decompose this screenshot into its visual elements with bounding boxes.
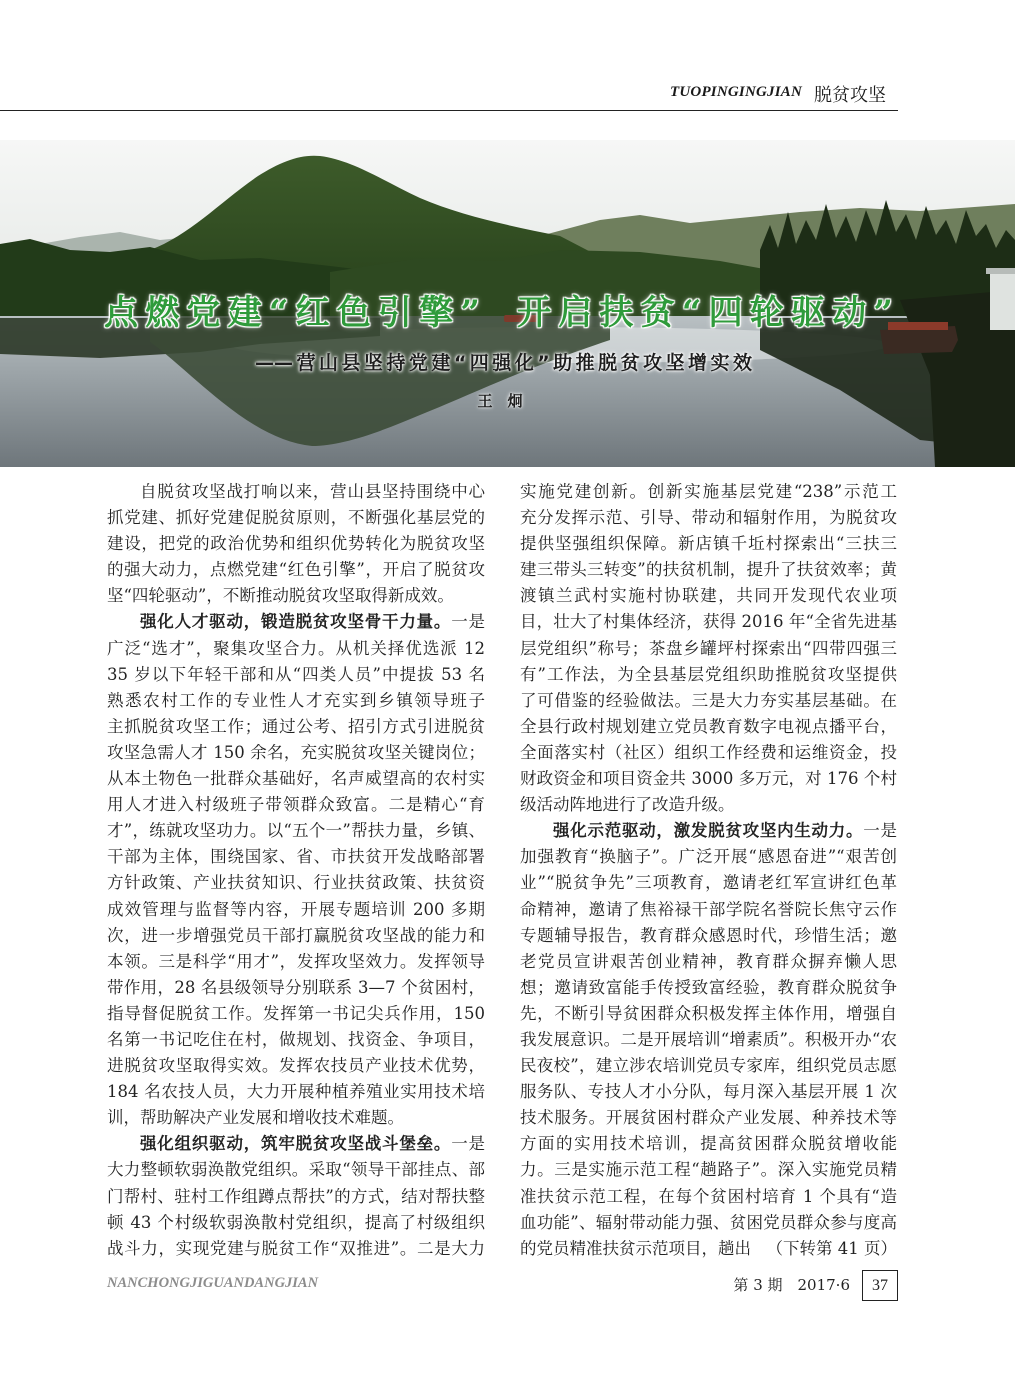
- article-author: 王 炯: [477, 392, 523, 410]
- text-line: [107, 949, 485, 975]
- line-text: 充分发挥示范、引导、带动和辐射作用，为脱贫攻: [520, 508, 897, 528]
- line-text: 先，不断引导贫困群众积极发挥主体作用，增强自: [520, 1003, 897, 1023]
- text-line: [520, 1157, 897, 1183]
- text-line: [107, 1001, 485, 1027]
- line-text: 民夜校”，建立涉农培训党员专家库，组织党员志愿: [520, 1056, 897, 1076]
- line-text: 方面的实用技术培训，提高贫困群众脱贫增收能: [520, 1134, 897, 1154]
- text-line: [520, 1236, 897, 1262]
- line-text: 次，进一步增强党员干部打赢脱贫攻坚战的能力和: [107, 925, 485, 945]
- paragraph-lead: 强化人才驱动，锻造脱贫攻坚骨干力量。: [140, 612, 452, 632]
- paragraph-lead: 强化示范驱动，激发脱贫攻坚内生动力。: [553, 821, 864, 841]
- line-text: 进脱贫攻坚取得实效。发挥农技员产业技术优势，: [107, 1056, 485, 1076]
- text-line: [107, 1157, 485, 1183]
- line-text: 训，帮助解决产业发展和增收技术难题。: [107, 1108, 404, 1128]
- text-line: [520, 818, 897, 844]
- line-text: 干部为主体，围绕国家、省、市扶贫开发战略部署: [107, 847, 485, 867]
- line-text: 血功能”、辐射带动能力强、贫困党员群众参与度高: [520, 1212, 897, 1232]
- text-line: [107, 505, 485, 531]
- line-text: 一是: [451, 1134, 485, 1154]
- text-column-left: [107, 479, 485, 1262]
- text-line: [107, 870, 485, 896]
- text-line: [520, 792, 897, 818]
- article-subtitle: ——营山县坚持党建“四强化”助推脱贫攻坚增实效: [255, 352, 752, 374]
- text-line: [520, 766, 897, 792]
- text-line: [520, 844, 897, 870]
- text-line: [107, 1131, 485, 1157]
- text-line: [107, 1079, 485, 1105]
- line-text: 技术服务。开展贫困村群众产业发展、种养技术等: [520, 1108, 897, 1128]
- text-line: [520, 897, 897, 923]
- line-text: 坚“四轮驱动”，不断推动脱贫攻坚取得新成效。: [107, 586, 454, 606]
- text-line: [520, 1210, 897, 1236]
- text-line: [520, 1131, 897, 1157]
- line-text: 我发展意识。二是开展培训“增素质”。积极开办“农: [520, 1029, 897, 1049]
- line-text: 指导督促脱贫工作。发挥第一书记尖兵作用，150: [107, 1003, 485, 1023]
- text-line: [107, 636, 485, 662]
- line-text: 顿 43 个村级软弱涣散村党组织，提高了村级组织: [107, 1212, 485, 1232]
- text-line: [520, 975, 897, 1001]
- line-text: 大力整顿软弱涣散党组织。采取“领导干部挂点、部: [107, 1160, 485, 1180]
- line-text: 自脱贫攻坚战打响以来，营山县坚持围绕中心: [140, 482, 485, 501]
- text-line: [520, 1053, 897, 1079]
- footer-publication-pinyin: NANCHONGJIGUANDANGJIAN: [107, 1275, 319, 1291]
- text-line: [520, 505, 897, 531]
- line-text: 提供坚强组织保障。新店镇千坵村探索出“三扶三: [520, 534, 897, 554]
- line-text: 用人才进入村级班子带领群众致富。二是精心“育: [107, 795, 485, 815]
- text-line: [520, 714, 897, 740]
- text-line: [107, 766, 485, 792]
- section-pinyin: TUOPINGINGJIAN: [670, 84, 802, 100]
- text-line: [107, 897, 485, 923]
- text-line: [520, 1001, 897, 1027]
- text-line: [520, 609, 897, 635]
- line-text: 战斗力，实现党建与脱贫工作“双推进”。二是大力: [107, 1238, 485, 1258]
- line-text: 门帮村、驻村工作组蹲点帮扶”的方式，结对帮扶整: [107, 1186, 485, 1206]
- text-line: [520, 1079, 897, 1105]
- line-text: 层党组织”称号；茶盘乡罐坪村探索出“四带四强三: [520, 638, 897, 658]
- white-building: [990, 272, 1015, 330]
- text-line: [107, 557, 485, 583]
- footer-issue: 第 3 期 2017·6: [733, 1276, 850, 1294]
- line-text: 财政资金和项目资金共 3000 多万元，对 176 个村: [520, 769, 897, 789]
- text-column-right: [520, 479, 897, 1262]
- section-title: 脱贫攻坚: [814, 85, 886, 106]
- text-line: [520, 1184, 897, 1210]
- text-line: [520, 662, 897, 688]
- line-text: 广泛“选才”，聚集攻坚合力。从机关择优选派 12: [107, 638, 485, 658]
- text-line: [107, 688, 485, 714]
- line-text: 业”“脱贫争先”三项教育，邀请老红军宣讲红色革: [520, 873, 897, 893]
- text-line: [520, 740, 897, 766]
- article-title-part-2: 开启扶贫“四轮驱动”: [517, 293, 893, 333]
- text-line: [107, 1184, 485, 1210]
- building-roof: [986, 268, 1015, 274]
- line-text: 本领。三是科学“用才”，发挥攻坚效力。发挥领导: [107, 951, 485, 971]
- line-text: 才”，练就攻坚功力。以“五个一”帮扶力量，乡镇、: [107, 821, 485, 841]
- line-text: 服务队、专技人才小分队，每月深入基层开展 1 次: [520, 1082, 897, 1102]
- line-text: 的强大动力，点燃党建“红色引擎”，开启了脱贫攻: [107, 560, 485, 580]
- text-line: [520, 557, 897, 583]
- line-text: 184 名农技人员，大力开展种植养殖业实用技术培: [107, 1082, 485, 1102]
- header-divider: [0, 110, 898, 111]
- text-line: [520, 870, 897, 896]
- line-text: 的党员精准扶贫示范项目，趟出: [520, 1238, 751, 1258]
- text-line: [107, 923, 485, 949]
- line-text: 全面落实村（社区）组织工作经费和运维资金，投: [520, 742, 897, 762]
- text-line: [520, 479, 897, 505]
- line-text: 准扶贫示范工程，在每个贫困村培育 1 个具有“造: [520, 1186, 897, 1206]
- line-text: 带作用，28 名县级领导分别联系 3—7 个贫困村，: [107, 977, 485, 997]
- line-text: 一是: [863, 821, 897, 841]
- line-text: 了可借鉴的经验做法。三是大力夯实基层基础。在: [520, 690, 897, 710]
- line-text: 名第一书记吃住在村，做规划、找资金、争项目，: [107, 1029, 485, 1049]
- line-text: 主抓脱贫攻坚工作；通过公考、招引方式引进脱贫: [107, 716, 485, 736]
- text-line: [520, 688, 897, 714]
- line-text: 方针政策、产业扶贫知识、行业扶贫政策、扶贫资: [107, 873, 485, 893]
- text-line: [107, 1105, 485, 1131]
- page-number: 37: [862, 1270, 898, 1301]
- line-text: 成效管理与监督等内容，开展专题培训 200 多期: [107, 899, 485, 919]
- line-text: 建设，把党的政治优势和组织优势转化为脱贫攻坚: [107, 534, 485, 554]
- text-line: [107, 792, 485, 818]
- text-line: [107, 1027, 485, 1053]
- text-line: [520, 923, 897, 949]
- text-line: [107, 844, 485, 870]
- paragraph-lead: 强化组织驱动，筑牢脱贫攻坚战斗堡垒。: [140, 1134, 452, 1154]
- text-line: [107, 1236, 485, 1262]
- line-text: 有”工作法，为全县基层党组织助推脱贫攻坚提供: [520, 664, 897, 684]
- text-line: [107, 662, 485, 688]
- line-text: 加强教育“换脑子”。广泛开展“感恩奋进”“艰苦创: [520, 847, 897, 867]
- line-text: 级活动阵地进行了改造升级。: [520, 795, 735, 815]
- line-text: 目，壮大了村集体经济，获得 2016 年“全省先进基: [520, 612, 897, 632]
- line-text: 想；邀请致富能手传授致富经验，教育群众脱贫争: [520, 977, 897, 997]
- line-text: 攻坚急需人才 150 余名，充实脱贫攻坚关键岗位；: [107, 742, 485, 762]
- line-text: 从本土物色一批群众基础好，名声威望高的农村实: [107, 769, 485, 789]
- line-text: 35 岁以下年轻干部和从“四类人员”中提拔 53 名: [107, 664, 485, 684]
- moored-boat-roof: [888, 322, 948, 330]
- text-line: [107, 479, 485, 505]
- line-text: 专题辅导报告，教育群众感恩时代，珍惜生活；邀: [520, 925, 897, 945]
- line-text: 渡镇兰武村实施村协联建，共同开发现代农业项: [520, 586, 897, 606]
- text-line: [107, 740, 485, 766]
- text-line: [520, 636, 897, 662]
- text-line: [520, 1027, 897, 1053]
- text-line: [107, 818, 485, 844]
- line-text: 一是: [451, 612, 485, 632]
- text-line: [107, 1210, 485, 1236]
- line-text: 力。三是实施示范工程“趟路子”。深入实施党员精: [520, 1160, 897, 1180]
- article-title-part-1: 点燃党建“红色引擎”: [104, 293, 480, 333]
- line-text: 实施党建创新。创新实施基层党建“238”示范工: [520, 482, 897, 501]
- text-line: [520, 583, 897, 609]
- text-line: [520, 1105, 897, 1131]
- line-text: 建三带头三转变”的扶贫机制，提升了扶贫效率；黄: [520, 560, 897, 580]
- continued-note: （下转第 41 页）: [766, 1238, 897, 1258]
- text-line: [107, 975, 485, 1001]
- line-text: 全县行政村规划建立党员教育数字电视点播平台，: [520, 716, 897, 736]
- text-line: [107, 609, 485, 635]
- text-line: [107, 583, 485, 609]
- line-text: 老党员宣讲艰苦创业精神，教育群众摒弃懒人思: [520, 951, 897, 971]
- line-text: 抓党建、抓好党建促脱贫原则，不断强化基层党的: [107, 508, 485, 528]
- text-line: [520, 949, 897, 975]
- text-line: [107, 531, 485, 557]
- text-line: [107, 714, 485, 740]
- text-line: [520, 531, 897, 557]
- line-text: 命精神，邀请了焦裕禄干部学院名誉院长焦守云作: [520, 899, 897, 919]
- text-line: [107, 1053, 485, 1079]
- line-text: 熟悉农村工作的专业性人才充实到乡镇领导班子: [107, 690, 485, 710]
